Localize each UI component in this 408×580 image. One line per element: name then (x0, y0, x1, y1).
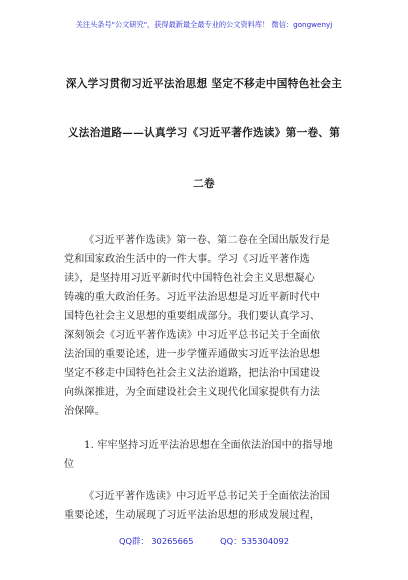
body-line: 《习近平著作选读》第一卷、第二卷在全国出版发行是 (84, 235, 330, 246)
header-note: 关注头条号"公文研究"，获得最新最全最专业的公文资料库！ 微信：gongwenyj (75, 20, 333, 29)
section-heading-continuation: 位 (64, 459, 75, 470)
footer-contact (0, 535, 408, 547)
body-line: 党和国家政治生活中的一件大事。学习《习近平著作选 (64, 254, 310, 265)
footer-qq-group: QQ群： 30265665 (118, 536, 194, 546)
document-title-line-3: 二卷 (193, 178, 215, 190)
body-line: 向纵深推进，为全面建设社会主义现代化国家提供有力法 (64, 387, 321, 398)
section-heading: 1. 牢牢坚持习近平法治思想在全面依法治国中的指导地 (84, 440, 333, 451)
body-line: 国特色社会主义思想的重要组成部分。我们要认真学习、 (64, 311, 321, 322)
document-title-line-1: 深入学习贯彻习近平法治思想 坚定不移走中国特色社会主 (65, 78, 343, 90)
body-line: 《习近平著作选读》中习近平总书记关于全面依法治国 (84, 491, 330, 502)
footer-qq: QQ：535304092 (220, 536, 290, 546)
body-line: 治保障。 (64, 406, 105, 417)
body-line: 重要论述，生动展现了习近平法治思想的形成发展过程， (64, 510, 321, 521)
body-line: 读》，是坚持用习近平新时代中国特色社会主义思想凝心 (64, 273, 316, 284)
body-line: 法治国的重要论述，进一步学懂弄通做实习近平法治思想 (64, 349, 321, 360)
body-line: 深刻领会《习近平著作选读》中习近平总书记关于全面依 (64, 330, 321, 341)
body-line: 坚定不移走中国特色社会主义法治道路，把法治中国建设 (64, 368, 321, 379)
body-line: 铸魂的重大政治任务。习近平法治思想是习近平新时代中 (64, 292, 321, 303)
document-title-line-2: 义法治道路——认真学习《习近平著作选读》第一卷、第 (67, 127, 341, 139)
